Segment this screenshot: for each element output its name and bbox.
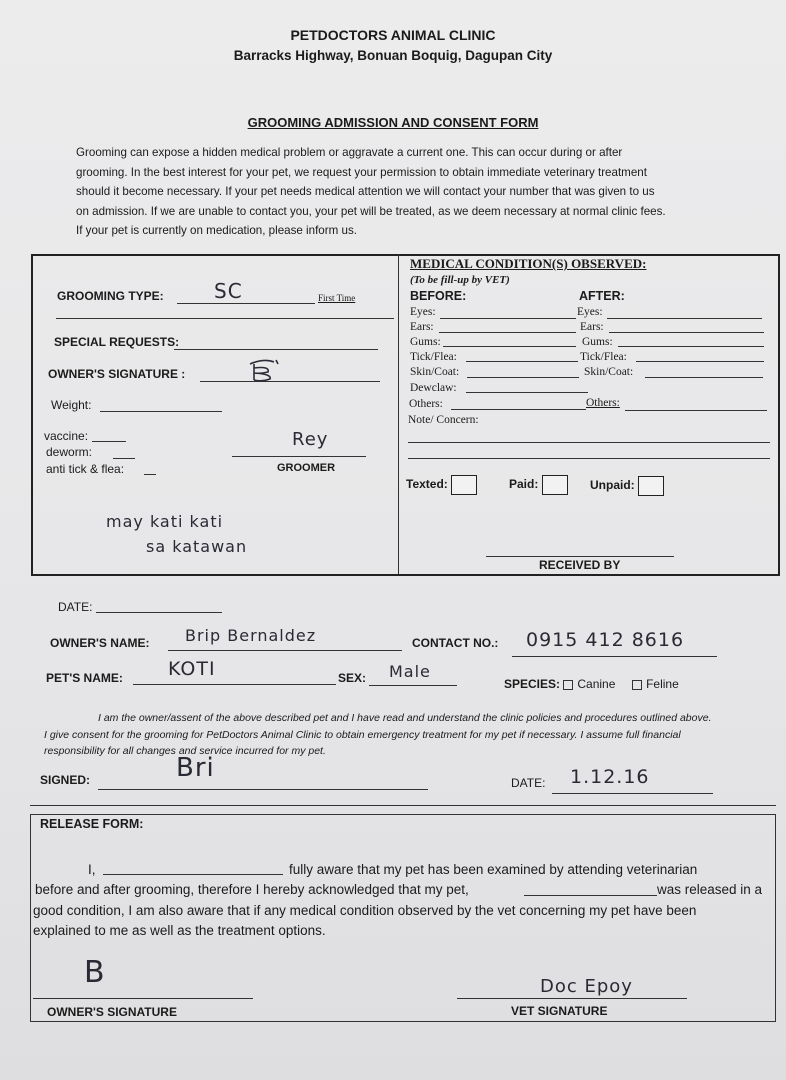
sex-label: SEX: (338, 671, 367, 685)
after-eyes: Eyes: (577, 306, 603, 318)
after-ears: Ears: (580, 321, 604, 333)
groomer-label: GROOMER (277, 462, 336, 474)
handwritten-note-1: may kati kati (106, 512, 224, 531)
after-gums: Gums: (582, 336, 613, 348)
medical-title: MEDICAL CONDITION(S) OBSERVED: (410, 256, 647, 271)
before-skin-coat: Skin/Coat: (410, 366, 460, 378)
release-title: RELEASE FORM: (40, 817, 144, 831)
consent-line-3: responsibility for all changes and service incurred for my pet. (44, 745, 326, 757)
consent-date-value[interactable]: 1.12.16 (570, 766, 650, 788)
paid-checkbox[interactable] (542, 475, 568, 495)
texted-checkbox[interactable] (451, 475, 477, 495)
before-others: Others: (409, 398, 443, 410)
anti-tick-label: anti tick & flea: (46, 462, 125, 476)
note-line-2[interactable] (408, 458, 770, 459)
intro-paragraph (76, 143, 712, 241)
before-eyes: Eyes: (410, 306, 436, 318)
sex-value[interactable]: Male (389, 662, 431, 681)
after-others-line[interactable] (625, 410, 767, 411)
feline-option: Feline (646, 677, 679, 691)
intro-line: grooming. In the best interest for your pet, we request your permission to obtain immediate veterinary treatment (76, 165, 647, 179)
before-gums-line[interactable] (443, 346, 576, 347)
owner-name-label (50, 636, 150, 650)
clinic-name: PETDOCTORS ANIMAL CLINIC (290, 27, 496, 43)
before-eyes-line[interactable] (440, 318, 576, 319)
sex-line[interactable] (369, 685, 457, 686)
special-requests-line[interactable] (174, 349, 378, 350)
anti-tick-line[interactable] (144, 474, 156, 475)
unpaid-checkbox[interactable] (638, 476, 664, 496)
weight-line[interactable] (100, 411, 222, 412)
signed-value[interactable]: Bri (176, 753, 215, 783)
note-concern-label: Note/ Concern: (408, 414, 479, 426)
clinic-address: Barracks Highway, Bonuan Boquig, Dagupan City (233, 48, 553, 63)
vet-signature-line[interactable] (457, 998, 687, 999)
section-divider (398, 254, 399, 574)
signed-line[interactable] (98, 789, 428, 790)
canine-checkbox[interactable] (563, 680, 573, 690)
after-tick-flea-line[interactable] (636, 361, 764, 362)
before-gums: Gums: (410, 336, 441, 348)
canine-option: Canine (577, 677, 616, 691)
release-line-2a: before and after grooming, therefore I hereby acknowledged that my pet, (35, 882, 469, 897)
owner-name-value[interactable]: Brip Bernaldez (185, 626, 317, 645)
vaccine-label: vaccine: (44, 429, 89, 443)
after-others: Others: (586, 397, 620, 409)
after-ears-line[interactable] (609, 332, 764, 333)
before-others-line[interactable] (451, 409, 586, 410)
first-time-label: First Time (318, 293, 356, 303)
special-requests-label: SPECIAL REQUESTS: (54, 335, 180, 349)
deworm-label: deworm: (46, 445, 93, 459)
before-dewclaw-line[interactable] (466, 392, 588, 393)
before-ears: Ears: (410, 321, 434, 333)
date-label: DATE: (58, 600, 93, 614)
owner-initial-signature (244, 356, 286, 384)
unpaid-text: Unpaid: (590, 478, 635, 493)
before-dewclaw: Dewclaw: (410, 382, 457, 394)
after-gums-line[interactable] (618, 346, 764, 347)
before-skin-coat-line[interactable] (467, 377, 579, 378)
vet-signature-value[interactable]: Doc Epoy (540, 976, 633, 997)
date-line[interactable] (96, 612, 222, 613)
pet-name-value[interactable]: KOTI (168, 658, 216, 680)
species-row (504, 677, 679, 691)
signed-label: SIGNED: (40, 773, 91, 787)
feline-checkbox[interactable] (632, 680, 642, 690)
vet-signature-label: VET SIGNATURE (511, 1004, 608, 1018)
release-name-line[interactable] (103, 874, 283, 875)
grooming-type-label: GROOMING TYPE: (57, 289, 164, 303)
received-by-label: RECEIVED BY (539, 558, 621, 572)
grooming-extra-line (56, 318, 394, 319)
before-label: BEFORE: (410, 289, 467, 303)
release-line-1b: fully aware that my pet has been examined by attending veterinarian (289, 862, 698, 877)
weight-label: Weight: (51, 398, 92, 412)
before-tick-flea: Tick/Flea: (410, 351, 457, 363)
release-owner-signature-line[interactable] (33, 998, 253, 999)
release-line-2b: was released in a (657, 882, 763, 897)
received-by-line[interactable] (486, 556, 674, 557)
after-tick-flea: Tick/Flea: (580, 351, 627, 363)
groomer-name: Rey (292, 429, 329, 450)
consent-date-label: DATE: (511, 776, 546, 790)
unpaid-label (590, 476, 664, 496)
contact-value[interactable]: 0915 412 8616 (526, 629, 685, 651)
owner-name-line[interactable] (168, 650, 402, 651)
owner-name-text: OWNER'S NAME: (50, 636, 150, 650)
release-line-3: good condition, I am also aware that if any medical condition observed by the vet concerning my pet have been (33, 903, 697, 918)
contact-label: CONTACT NO.: (412, 636, 499, 650)
pet-name-label: PET'S NAME: (46, 671, 123, 685)
section-separator (30, 805, 776, 806)
intro-line: Grooming can expose a hidden medical problem or aggravate a current one. This can occur during or after (76, 146, 623, 159)
release-line-1a: I, (88, 862, 96, 877)
texted-text: Texted: (406, 477, 448, 492)
release-line-4: explained to me as well as the treatment options. (33, 923, 326, 938)
consent-date-line[interactable] (552, 793, 713, 794)
intro-line: should it become necessary. If your pet needs medical attention we will contact your number that was given to us (76, 185, 655, 198)
paid-text: Paid: (509, 477, 539, 492)
intro-line: If your pet is currently on medication, please inform us. (76, 224, 357, 237)
medical-subtitle: (To be fill-up by VET) (410, 274, 510, 286)
deworm-line[interactable] (113, 458, 135, 459)
after-skin-coat: Skin/Coat: (584, 366, 634, 378)
grooming-type-line (177, 303, 315, 304)
consent-line-1: I am the owner/assent of the above described pet and I have read and understand the clinic policies and procedures outlined above. (98, 712, 712, 724)
texted-label (406, 475, 477, 495)
owner-signature-label: OWNER'S SIGNATURE : (48, 367, 186, 381)
release-pet-line[interactable] (524, 895, 657, 896)
note-line-1[interactable] (408, 442, 770, 443)
form-title: GROOMING ADMISSION AND CONSENT FORM (247, 115, 539, 130)
groomer-line (232, 456, 366, 457)
before-ears-line[interactable] (439, 332, 576, 333)
after-label: AFTER: (579, 289, 625, 303)
handwritten-note-2: sa katawan (146, 537, 248, 556)
before-tick-flea-line[interactable] (466, 361, 578, 362)
vaccine-line[interactable] (92, 441, 126, 442)
paid-label (509, 475, 568, 495)
species-label: SPECIES: (504, 677, 561, 691)
consent-line-2: I give consent for the grooming for PetDoctors Animal Clinic to obtain emergency treatment for my pet if necessary. I assume full financial (44, 729, 681, 741)
release-owner-signature-mark: B (84, 955, 106, 990)
grooming-type-value[interactable]: SC (214, 279, 243, 303)
after-skin-coat-line[interactable] (645, 377, 763, 378)
owner-signature-line[interactable] (200, 381, 380, 382)
after-eyes-line[interactable] (607, 318, 762, 319)
intro-line: on admission. If we are unable to contact you, your pet will be treated, as we deem necessary at normal clinic fees. (76, 204, 666, 218)
release-owner-signature-label: OWNER'S SIGNATURE (47, 1005, 177, 1019)
pet-name-line[interactable] (133, 684, 336, 685)
contact-line[interactable] (512, 656, 717, 657)
